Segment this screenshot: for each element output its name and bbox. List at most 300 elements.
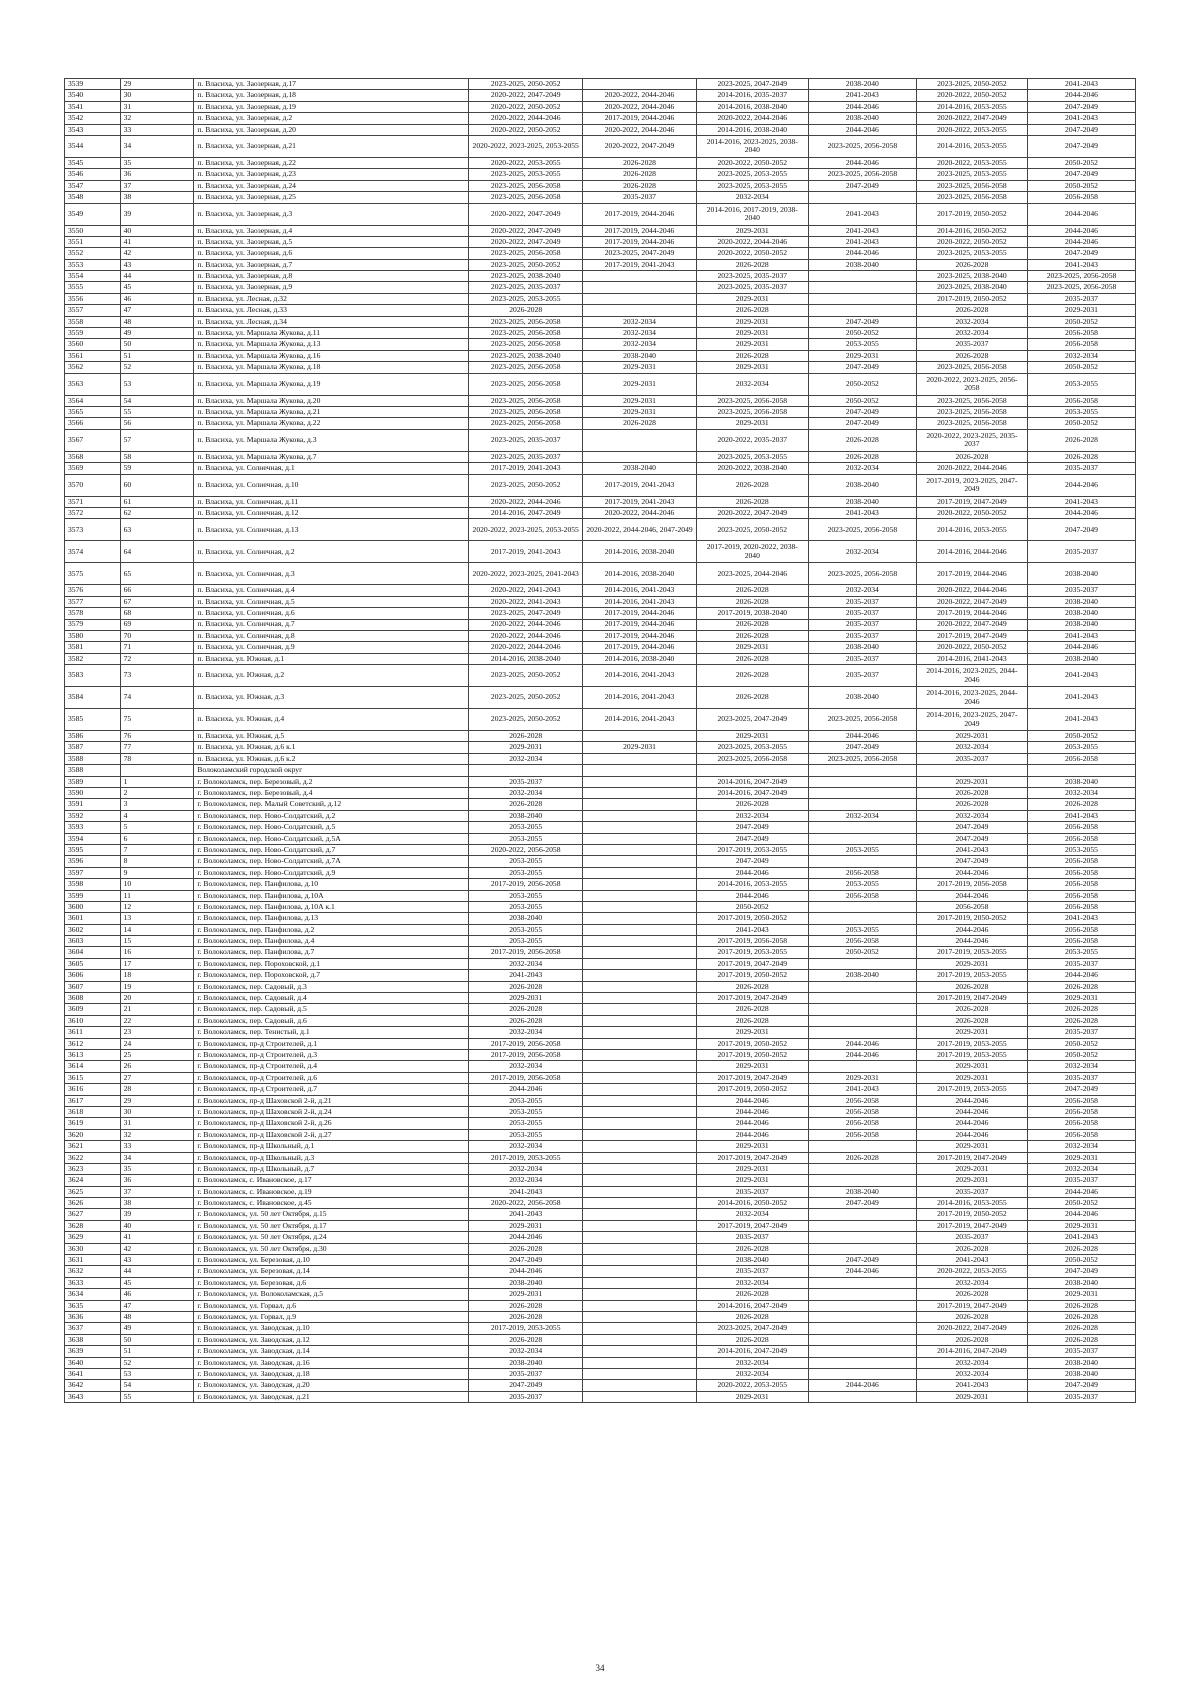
row-number-cell: 3641	[65, 1368, 121, 1379]
schedule-cell-5: 2017-2019, 2050-2052	[916, 1209, 1027, 1220]
schedule-cell-2	[583, 765, 696, 776]
schedule-cell-2: 2038-2040	[583, 350, 696, 361]
schedule-cell-5: 2032-2034	[916, 810, 1027, 821]
address-cell: г. Волоколамск, пр-д Шаховской 2-й, д.26	[194, 1118, 469, 1129]
table-row	[65, 169, 1136, 180]
row-number-cell: 3579	[65, 619, 121, 630]
schedule-cell-6: 2041-2043	[1028, 913, 1136, 924]
ordinal-cell: 54	[120, 1380, 194, 1391]
address-cell: п. Власиха, ул. Заозерная, д.4	[194, 225, 469, 236]
address-cell: п. Власиха, ул. Лесная, д.34	[194, 316, 469, 327]
table-row	[65, 958, 1136, 969]
schedule-cell-6: 2041-2043	[1028, 810, 1136, 821]
address-cell: п. Власиха, ул. Солнечная, д.7	[194, 619, 469, 630]
schedule-cell-6: 2029-2031	[1028, 305, 1136, 316]
table-row	[65, 765, 1136, 776]
schedule-cell-2	[583, 1129, 696, 1140]
schedule-cell-6: 2035-2037	[1028, 1346, 1136, 1357]
address-cell: п. Власиха, ул. Маршала Жукова, д.22	[194, 418, 469, 429]
address-cell: г. Волоколамск, ул. 50 лет Октября, д.15	[194, 1209, 469, 1220]
schedule-cell-4: 2023-2025, 2056-2058	[808, 563, 916, 585]
schedule-cell-4	[808, 833, 916, 844]
schedule-cell-4	[808, 1368, 916, 1379]
schedule-cell-3: 2029-2031	[696, 293, 808, 304]
schedule-cell-4: 2047-2049	[808, 180, 916, 191]
schedule-cell-6: 2044-2046	[1028, 642, 1136, 653]
schedule-cell-3: 2017-2019, 2047-2049	[696, 1072, 808, 1083]
schedule-cell-2	[583, 1311, 696, 1322]
table-row	[65, 271, 1136, 282]
schedule-cell-1: 2017-2019, 2056-2058	[469, 1072, 583, 1083]
row-number-cell: 3602	[65, 924, 121, 935]
address-cell: г. Волоколамск, пер. Садовый, д.4	[194, 993, 469, 1004]
ordinal-cell: 54	[120, 395, 194, 406]
schedule-cell-3: 2026-2028	[696, 259, 808, 270]
schedule-cell-3: 2026-2028	[696, 687, 808, 709]
schedule-cell-3: 2029-2031	[696, 225, 808, 236]
schedule-cell-3: 2020-2022, 2044-2046	[696, 113, 808, 124]
schedule-cell-2	[583, 936, 696, 947]
schedule-cell-4	[808, 1141, 916, 1152]
address-cell: г. Волоколамск, пер. Панфилова, д.10А	[194, 890, 469, 901]
row-number-cell: 3622	[65, 1152, 121, 1163]
ordinal-cell: 29	[120, 1095, 194, 1106]
schedule-cell-3: 2029-2031	[696, 1163, 808, 1174]
schedule-cell-3: 2014-2016, 2017-2019, 2038-2040	[696, 203, 808, 225]
ordinal-cell: 4	[120, 810, 194, 821]
schedule-cell-2: 2017-2019, 2044-2046	[583, 113, 696, 124]
schedule-cell-1: 2023-2025, 2056-2058	[469, 418, 583, 429]
schedule-cell-3: 2020-2022, 2047-2049	[696, 507, 808, 518]
row-number-cell: 3593	[65, 822, 121, 833]
schedule-cell-3: 2020-2022, 2050-2052	[696, 248, 808, 259]
schedule-cell-6: 2032-2034	[1028, 788, 1136, 799]
schedule-cell-4: 2038-2040	[808, 259, 916, 270]
table-row	[65, 1015, 1136, 1026]
schedule-cell-6: 2044-2046	[1028, 90, 1136, 101]
schedule-cell-3: 2014-2016, 2047-2049	[696, 1300, 808, 1311]
schedule-cell-4	[808, 1220, 916, 1231]
schedule-cell-3: 2014-2016, 2047-2049	[696, 1346, 808, 1357]
schedule-cell-3: 2032-2034	[696, 192, 808, 203]
table-row	[65, 316, 1136, 327]
schedule-cell-2	[583, 1118, 696, 1129]
ordinal-cell: 25	[120, 1050, 194, 1061]
schedule-cell-5: 2020-2022, 2047-2049	[916, 619, 1027, 630]
row-number-cell: 3623	[65, 1163, 121, 1174]
schedule-cell-3: 2023-2025, 2056-2058	[696, 753, 808, 764]
table-row	[65, 856, 1136, 867]
schedule-cell-1: 2032-2034	[469, 1346, 583, 1357]
address-cell: п. Власиха, ул. Заозерная, д.7	[194, 259, 469, 270]
row-number-cell: 3638	[65, 1334, 121, 1345]
address-cell: п. Власиха, ул. Заозерная, д.8	[194, 271, 469, 282]
schedule-cell-5: 2023-2025, 2056-2058	[916, 180, 1027, 191]
schedule-cell-5: 2020-2022, 2053-2055	[916, 124, 1027, 135]
schedule-cell-2: 2017-2019, 2044-2046	[583, 203, 696, 225]
ordinal-cell: 21	[120, 1004, 194, 1015]
ordinal-cell: 30	[120, 90, 194, 101]
schedule-cell-5: 2035-2037	[916, 339, 1027, 350]
schedule-cell-1: 2017-2019, 2053-2055	[469, 1152, 583, 1163]
row-number-cell: 3559	[65, 328, 121, 339]
schedule-cell-6: 2050-2052	[1028, 418, 1136, 429]
ordinal-cell: 29	[120, 79, 194, 90]
schedule-cell-2	[583, 1357, 696, 1368]
schedule-cell-4: 2047-2049	[808, 742, 916, 753]
row-number-cell: 3585	[65, 709, 121, 731]
ordinal-cell: 18	[120, 970, 194, 981]
table-row	[65, 339, 1136, 350]
row-number-cell: 3562	[65, 362, 121, 373]
schedule-cell-6: 2056-2058	[1028, 924, 1136, 935]
address-cell: г. Волоколамск, пер. Ново-Солдатский, д.9	[194, 867, 469, 878]
schedule-cell-2: 2017-2019, 2044-2046	[583, 225, 696, 236]
schedule-cell-2	[583, 867, 696, 878]
schedule-cell-1: 2017-2019, 2053-2055	[469, 1323, 583, 1334]
address-cell: г. Волоколамск, пер. Ново-Солдатский, д.7А	[194, 856, 469, 867]
schedule-cell-2	[583, 1186, 696, 1197]
ordinal-cell: 67	[120, 596, 194, 607]
table-row	[65, 1038, 1136, 1049]
schedule-cell-5: 2029-2031	[916, 1027, 1027, 1038]
schedule-cell-2	[583, 1323, 696, 1334]
schedule-cell-1: 2053-2055	[469, 867, 583, 878]
schedule-cell-1: 2038-2040	[469, 810, 583, 821]
schedule-cell-1: 2053-2055	[469, 856, 583, 867]
schedule-cell-1: 2053-2055	[469, 833, 583, 844]
row-number-cell: 3630	[65, 1243, 121, 1254]
schedule-cell-2	[583, 844, 696, 855]
schedule-cell-4: 2047-2049	[808, 1198, 916, 1209]
address-cell: г. Волоколамск, ул. Березовая, д.14	[194, 1266, 469, 1277]
schedule-cell-6: 2044-2046	[1028, 236, 1136, 247]
row-number-cell: 3567	[65, 429, 121, 451]
ordinal-cell: 40	[120, 1220, 194, 1231]
row-number-cell: 3632	[65, 1266, 121, 1277]
schedule-cell-5: 2029-2031	[916, 1061, 1027, 1072]
ordinal-cell: 31	[120, 1118, 194, 1129]
schedule-cell-2	[583, 890, 696, 901]
schedule-cell-5: 2023-2025, 2056-2058	[916, 418, 1027, 429]
table-row	[65, 709, 1136, 731]
schedule-cell-5: 2017-2019, 2044-2046	[916, 608, 1027, 619]
row-number-cell: 3581	[65, 642, 121, 653]
schedule-cell-3: 2026-2028	[696, 350, 808, 361]
schedule-cell-5: 2026-2028	[916, 799, 1027, 810]
schedule-cell-2	[583, 1163, 696, 1174]
schedule-cell-6: 2056-2058	[1028, 328, 1136, 339]
schedule-cell-1: 2026-2028	[469, 305, 583, 316]
address-cell: п. Власиха, ул. Солнечная, д.5	[194, 596, 469, 607]
schedule-cell-2	[583, 810, 696, 821]
schedule-cell-4	[808, 1277, 916, 1288]
schedule-cell-3: 2032-2034	[696, 1209, 808, 1220]
address-cell: г. Волоколамск, пр-д Строителей, д.4	[194, 1061, 469, 1072]
table-row	[65, 192, 1136, 203]
table-row	[65, 1072, 1136, 1083]
ordinal-cell: 27	[120, 1072, 194, 1083]
ordinal-cell: 52	[120, 1357, 194, 1368]
schedule-cell-2: 2014-2016, 2038-2040	[583, 541, 696, 563]
row-number-cell: 3591	[65, 799, 121, 810]
address-cell: п. Власиха, ул. Заозерная, д.24	[194, 180, 469, 191]
schedule-cell-1: 2032-2034	[469, 1141, 583, 1152]
ordinal-cell: 9	[120, 867, 194, 878]
table-row	[65, 1095, 1136, 1106]
schedule-cell-5: 2032-2034	[916, 742, 1027, 753]
schedule-cell-6: 2056-2058	[1028, 890, 1136, 901]
schedule-cell-5: 2023-2025, 2056-2058	[916, 192, 1027, 203]
row-number-cell: 3629	[65, 1232, 121, 1243]
schedule-cell-4: 2035-2037	[808, 596, 916, 607]
table-row	[65, 879, 1136, 890]
address-cell: п. Власиха, ул. Заозерная, д.3	[194, 203, 469, 225]
row-number-cell: 3619	[65, 1118, 121, 1129]
schedule-cell-3: 2029-2031	[696, 1061, 808, 1072]
schedule-cell-1: 2047-2049	[469, 1380, 583, 1391]
schedule-cell-5: 2023-2025, 2056-2058	[916, 395, 1027, 406]
schedule-cell-5: 2023-2025, 2056-2058	[916, 362, 1027, 373]
ordinal-cell: 39	[120, 203, 194, 225]
ordinal-cell: 75	[120, 709, 194, 731]
ordinal-cell: 34	[120, 135, 194, 157]
row-number-cell: 3627	[65, 1209, 121, 1220]
ordinal-cell: 55	[120, 1391, 194, 1402]
table-row	[65, 541, 1136, 563]
table-row	[65, 687, 1136, 709]
row-number-cell: 3624	[65, 1175, 121, 1186]
schedule-cell-4: 2032-2034	[808, 810, 916, 821]
schedule-cell-1: 2023-2025, 2056-2058	[469, 395, 583, 406]
schedule-cell-2: 2014-2016, 2041-2043	[583, 687, 696, 709]
table-row	[65, 1129, 1136, 1140]
ordinal-cell: 36	[120, 169, 194, 180]
row-number-cell: 3633	[65, 1277, 121, 1288]
row-number-cell: 3546	[65, 169, 121, 180]
address-cell: г. Волоколамск, пр-д Строителей, д.3	[194, 1050, 469, 1061]
schedule-cell-1: 2035-2037	[469, 776, 583, 787]
schedule-cell-3: 2038-2040	[696, 1255, 808, 1266]
table-row	[65, 1357, 1136, 1368]
schedule-cell-2: 2017-2019, 2044-2046	[583, 608, 696, 619]
table-row	[65, 1152, 1136, 1163]
schedule-cell-2	[583, 1334, 696, 1345]
schedule-cell-6: 2050-2052	[1028, 362, 1136, 373]
schedule-cell-2: 2017-2019, 2044-2046	[583, 619, 696, 630]
schedule-cell-6: 2056-2058	[1028, 879, 1136, 890]
schedule-cell-3: 2029-2031	[696, 1175, 808, 1186]
ordinal-cell: 66	[120, 585, 194, 596]
schedule-cell-1: 2023-2025, 2053-2055	[469, 293, 583, 304]
ordinal-cell: 50	[120, 1334, 194, 1345]
row-number-cell: 3607	[65, 981, 121, 992]
schedule-cell-6: 2056-2058	[1028, 936, 1136, 947]
schedule-cell-1: 2020-2022, 2050-2052	[469, 124, 583, 135]
row-number-cell: 3599	[65, 890, 121, 901]
schedule-cell-6: 2056-2058	[1028, 1118, 1136, 1129]
ordinal-cell: 74	[120, 687, 194, 709]
schedule-cell-1: 2020-2022, 2044-2046	[469, 113, 583, 124]
schedule-cell-6: 2035-2037	[1028, 293, 1136, 304]
ordinal-cell: 58	[120, 451, 194, 462]
schedule-cell-5: 2032-2034	[916, 1277, 1027, 1288]
address-cell: г. Волоколамск, пер. Малый Советский, д.12	[194, 799, 469, 810]
table-row	[65, 474, 1136, 496]
schedule-cell-2	[583, 1266, 696, 1277]
schedule-cell-4	[808, 1027, 916, 1038]
address-cell: п. Власиха, ул. Солнечная, д.10	[194, 474, 469, 496]
address-cell: п. Власиха, ул. Солнечная, д.9	[194, 642, 469, 653]
schedule-cell-2: 2026-2028	[583, 418, 696, 429]
ordinal-cell: 15	[120, 936, 194, 947]
row-number-cell: 3541	[65, 101, 121, 112]
address-cell: п. Власиха, ул. Солнечная, д.12	[194, 507, 469, 518]
schedule-cell-2	[583, 913, 696, 924]
schedule-cell-1: 2032-2034	[469, 1027, 583, 1038]
table-row	[65, 1289, 1136, 1300]
ordinal-cell: 17	[120, 958, 194, 969]
schedule-cell-5: 2014-2016, 2053-2055	[916, 519, 1027, 541]
row-number-cell: 3578	[65, 608, 121, 619]
table-row	[65, 890, 1136, 901]
row-number-cell: 3639	[65, 1346, 121, 1357]
schedule-cell-1: 2047-2049	[469, 1255, 583, 1266]
table-row	[65, 913, 1136, 924]
schedule-cell-5: 2017-2019, 2047-2049	[916, 1152, 1027, 1163]
schedule-cell-6: 2050-2052	[1028, 180, 1136, 191]
schedule-cell-4	[808, 1004, 916, 1015]
schedule-cell-6: 2044-2046	[1028, 507, 1136, 518]
address-cell: г. Волоколамск, пр-д Шаховской 2-й, д.24	[194, 1106, 469, 1117]
schedule-cell-6: 2026-2028	[1028, 429, 1136, 451]
schedule-cell-2	[583, 1095, 696, 1106]
schedule-cell-3: 2020-2022, 2044-2046	[696, 236, 808, 247]
table-row	[65, 305, 1136, 316]
row-number-cell: 3614	[65, 1061, 121, 1072]
schedule-cell-3: 2047-2049	[696, 833, 808, 844]
schedule-cell-5: 2023-2025, 2050-2052	[916, 79, 1027, 90]
schedule-cell-4: 2041-2043	[808, 203, 916, 225]
ordinal-cell: 23	[120, 1027, 194, 1038]
schedule-cell-3	[696, 765, 808, 776]
schedule-cell-6: 2032-2034	[1028, 1141, 1136, 1152]
row-number-cell: 3628	[65, 1220, 121, 1231]
schedule-cell-3: 2017-2019, 2056-2058	[696, 936, 808, 947]
schedule-cell-4	[808, 765, 916, 776]
schedule-cell-4	[808, 1243, 916, 1254]
schedule-cell-2: 2017-2019, 2041-2043	[583, 474, 696, 496]
schedule-cell-5: 2032-2034	[916, 1357, 1027, 1368]
schedule-cell-1: 2029-2031	[469, 993, 583, 1004]
schedule-cell-1: 2023-2025, 2056-2058	[469, 328, 583, 339]
schedule-cell-4	[808, 958, 916, 969]
schedule-cell-1: 2020-2022, 2056-2058	[469, 844, 583, 855]
schedule-cell-1: 2023-2025, 2056-2058	[469, 339, 583, 350]
ordinal-cell: 69	[120, 619, 194, 630]
ordinal-cell: 50	[120, 339, 194, 350]
schedule-cell-2	[583, 947, 696, 958]
schedule-cell-1: 2032-2034	[469, 788, 583, 799]
schedule-cell-3: 2023-2025, 2035-2037	[696, 282, 808, 293]
address-cell: п. Власиха, ул. Южная, д.4	[194, 709, 469, 731]
schedule-cell-5: 2017-2019, 2047-2049	[916, 496, 1027, 507]
schedule-cell-1: 2023-2025, 2050-2052	[469, 687, 583, 709]
schedule-cell-1: 2017-2019, 2041-2043	[469, 541, 583, 563]
schedule-cell-3: 2023-2025, 2053-2055	[696, 169, 808, 180]
schedule-cell-1: 2029-2031	[469, 742, 583, 753]
table-row	[65, 236, 1136, 247]
schedule-cell-3: 2017-2019, 2050-2052	[696, 1038, 808, 1049]
schedule-cell-1: 2026-2028	[469, 1015, 583, 1026]
schedule-cell-2: 2020-2022, 2044-2046	[583, 90, 696, 101]
ordinal-cell: 32	[120, 1129, 194, 1140]
schedule-cell-4: 2044-2046	[808, 1038, 916, 1049]
address-cell: п. Власиха, ул. Маршала Жукова, д.13	[194, 339, 469, 350]
schedule-cell-4	[808, 981, 916, 992]
schedule-cell-3: 2035-2037	[696, 1186, 808, 1197]
schedule-cell-4	[808, 993, 916, 1004]
schedule-cell-3: 2017-2019, 2047-2049	[696, 1220, 808, 1231]
address-cell: п. Власиха, ул. Заозерная, д.23	[194, 169, 469, 180]
schedule-cell-6: 2056-2058	[1028, 192, 1136, 203]
schedule-cell-5: 2044-2046	[916, 1095, 1027, 1106]
schedule-cell-5: 2023-2025, 2038-2040	[916, 271, 1027, 282]
row-number-cell: 3640	[65, 1357, 121, 1368]
schedule-cell-6: 2044-2046	[1028, 225, 1136, 236]
schedule-cell-5: 2035-2037	[916, 753, 1027, 764]
schedule-cell-2: 2023-2025, 2047-2049	[583, 248, 696, 259]
schedule-cell-4: 2023-2025, 2056-2058	[808, 709, 916, 731]
schedule-cell-2	[583, 901, 696, 912]
ordinal-cell: 62	[120, 507, 194, 518]
schedule-cell-1: 2032-2034	[469, 753, 583, 764]
address-cell: г. Волоколамск, пр-д Строителей, д.7	[194, 1084, 469, 1095]
schedule-cell-4: 2047-2049	[808, 1255, 916, 1266]
schedule-cell-1: 2032-2034	[469, 1175, 583, 1186]
schedule-cell-6: 2029-2031	[1028, 993, 1136, 1004]
schedule-cell-4	[808, 1300, 916, 1311]
row-number-cell: 3618	[65, 1106, 121, 1117]
ordinal-cell: 2	[120, 788, 194, 799]
schedule-cell-2: 2014-2016, 2038-2040	[583, 653, 696, 664]
schedule-cell-5: 2017-2019, 2053-2055	[916, 1050, 1027, 1061]
address-cell: г. Волоколамск, пер. Панфилова, д.10	[194, 879, 469, 890]
schedule-cell-3: 2032-2034	[696, 373, 808, 395]
schedule-cell-1: 2026-2028	[469, 1300, 583, 1311]
table-row	[65, 328, 1136, 339]
schedule-cell-1: 2023-2025, 2050-2052	[469, 709, 583, 731]
schedule-cell-6: 2026-2028	[1028, 1323, 1136, 1334]
schedule-cell-6: 2050-2052	[1028, 316, 1136, 327]
schedule-cell-1: 2020-2022, 2047-2049	[469, 90, 583, 101]
schedule-cell-4	[808, 822, 916, 833]
ordinal-cell: 8	[120, 856, 194, 867]
schedule-cell-2	[583, 799, 696, 810]
table-row	[65, 1061, 1136, 1072]
schedule-cell-5: 2023-2025, 2053-2055	[916, 248, 1027, 259]
row-number-cell: 3543	[65, 124, 121, 135]
schedule-cell-3: 2026-2028	[696, 1004, 808, 1015]
schedule-cell-6: 2047-2049	[1028, 1266, 1136, 1277]
address-cell: г. Волоколамск, ул. 50 лет Октября, д.30	[194, 1243, 469, 1254]
ordinal-cell: 24	[120, 1038, 194, 1049]
schedule-cell-4	[808, 1163, 916, 1174]
row-number-cell: 3555	[65, 282, 121, 293]
schedule-cell-2	[583, 753, 696, 764]
address-cell: г. Волоколамск, пер. Садовый, д.5	[194, 1004, 469, 1015]
schedule-cell-1: 2035-2037	[469, 1391, 583, 1402]
